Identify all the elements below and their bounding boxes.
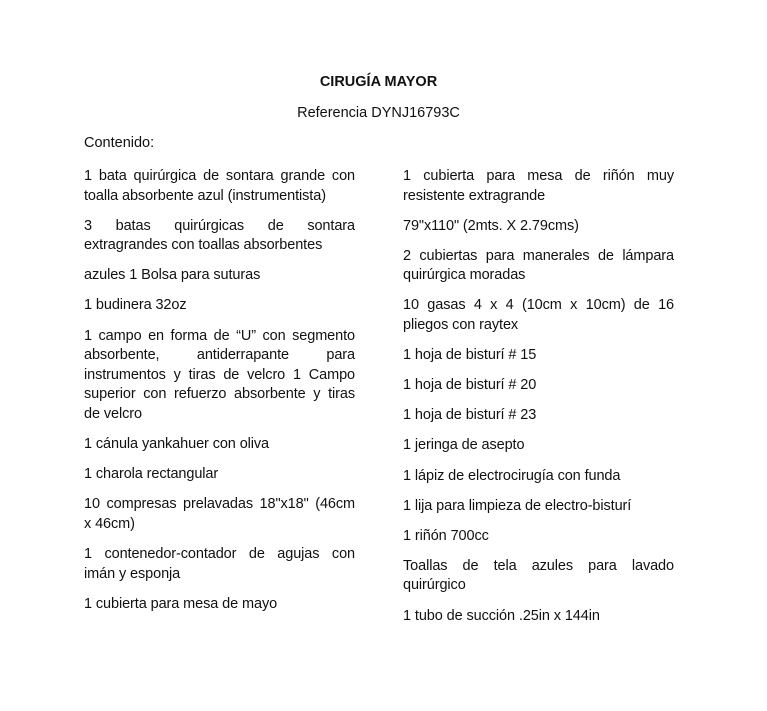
list-item: 1 contenedor-contador de agujas con imán y esponja <box>84 545 355 582</box>
list-item: 3 batas quirúrgicas de sontara extragrandes con toallas absorbentes <box>84 217 355 254</box>
list-item: 79"x110" (2mts. X 2.79cms) <box>403 217 579 234</box>
list-item: 10 compresas prelavadas 18"x18" (46cm x 46cm) <box>84 496 355 532</box>
list-item: azules 1 Bolsa para suturas <box>84 267 261 284</box>
list-item: 1 budinera 32oz <box>84 297 187 314</box>
contents-label: Contenido: <box>84 135 155 151</box>
list-item: 1 hoja de bisturí # 23 <box>403 407 537 424</box>
list-item: 1 cubierta para mesa de mayo <box>84 595 278 612</box>
list-item: 1 bata quirúrgica de sontara grande con toalla absorbente azul (instrumentista) <box>84 168 355 204</box>
list-item: 2 cubiertas para manerales de lámpara quirúrgica moradas <box>403 247 674 284</box>
list-item: 1 tubo de succión .25in x 144in <box>403 607 600 624</box>
list-item: 10 gasas 4 x 4 (10cm x 10cm) de 16 pliegos con raytex <box>403 297 674 334</box>
list-item: 1 lija para limpieza de electro-bisturí <box>403 497 632 514</box>
list-item: 1 cánula yankahuer con oliva <box>84 436 270 453</box>
list-item: 1 riñón 700cc <box>403 527 489 544</box>
list-item: 1 jeringa de asepto <box>403 437 525 454</box>
list-item: 1 campo en forma de “U” con segmento absorbente, antiderrapante para instrumentos y tiras de velcro 1 Campo superior con refuerzo absorbente y tiras de velcro <box>84 327 355 422</box>
reference-line: Referencia DYNJ16793C <box>297 105 460 121</box>
list-item: 1 charola rectangular <box>84 466 219 483</box>
list-item: 1 hoja de bisturí # 15 <box>403 347 537 364</box>
left-column <box>84 167 355 625</box>
right-column <box>403 167 674 637</box>
list-item: 1 lápiz de electrocirugía con funda <box>403 467 621 484</box>
list-item: 1 hoja de bisturí # 20 <box>403 377 537 394</box>
list-item: 1 cubierta para mesa de riñón muy resistente extragrande <box>403 168 674 204</box>
document-title: CIRUGÍA MAYOR <box>319 74 438 90</box>
list-item: Toallas de tela azules para lavado quirúrgico <box>403 557 674 594</box>
